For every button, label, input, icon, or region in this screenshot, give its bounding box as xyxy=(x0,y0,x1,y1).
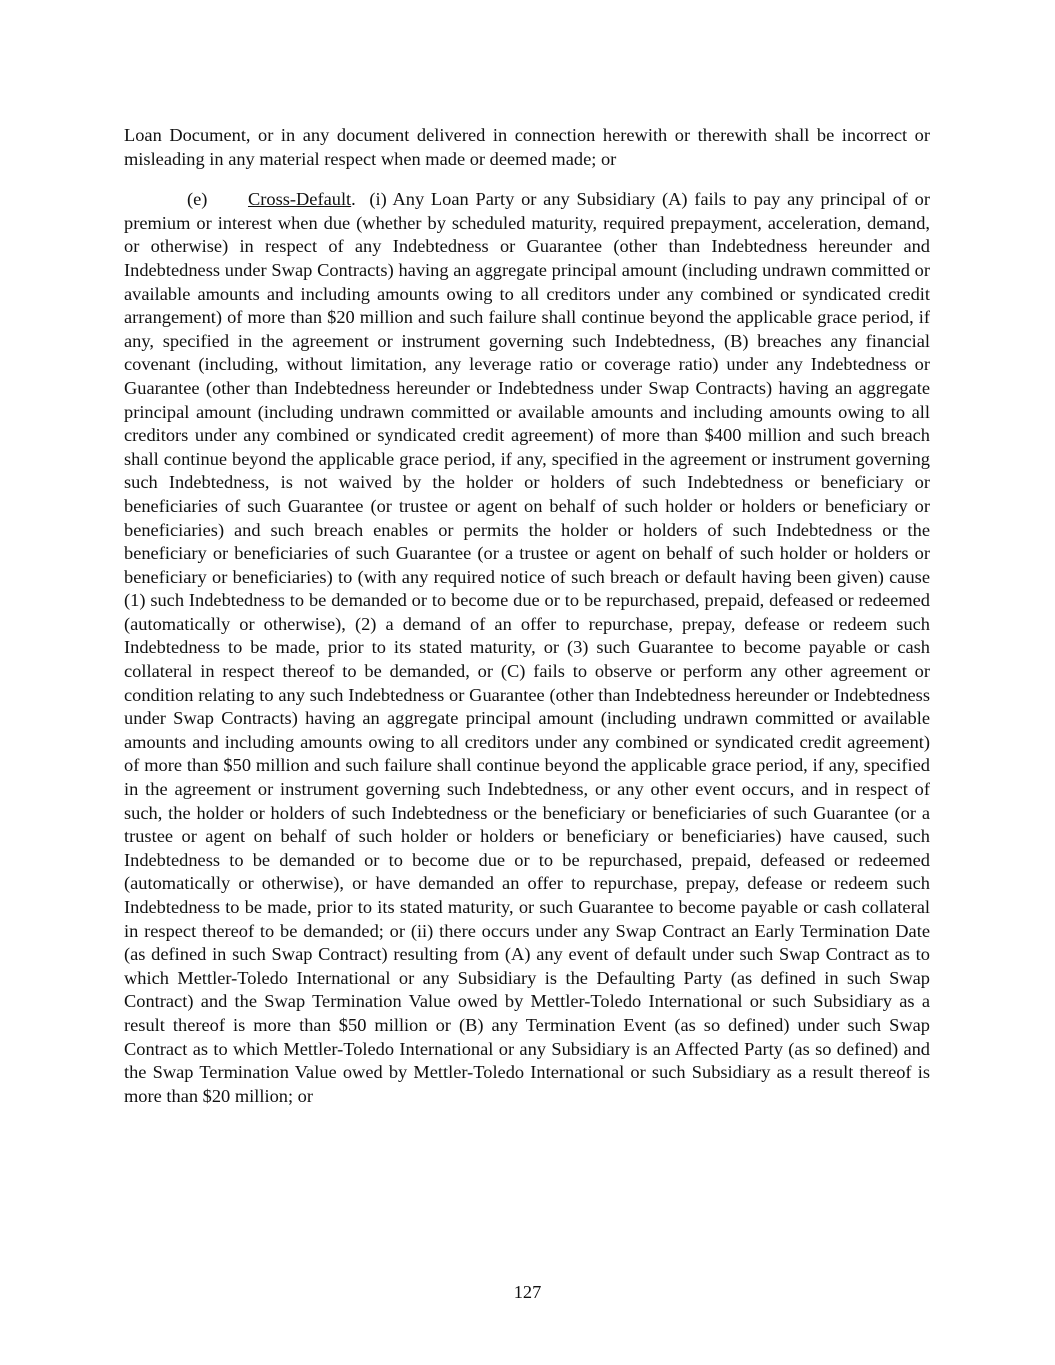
section-heading: Cross-Default xyxy=(248,189,352,210)
document-page xyxy=(124,124,930,1108)
page-number: 127 xyxy=(513,1282,542,1302)
section-body-text: (i) Any Loan Party or any Subsidiary (A) fails to pay any principal of or premium or interest when due (whether by scheduled maturity, required prepayment, acceleration, demand, or otherwise) in respect of any Indebtedness or Guarantee (other than Indebtedness hereunder and Indebtedness under Swap Contracts) having an aggregate principal amount (including undrawn committed or available amounts and including amounts owing to all creditors under any combined or syndicated credit arrangement) of more than $20 million and such failure shall continue beyond the applicable grace period, if any, specified in the agreement or instrument governing such Indebtedness, (B) breaches any financial covenant (including, without limitation, any leverage ratio or coverage ratio) under any Indebtedness or Guarantee (other than Indebtedness hereunder or Indebtedness under Swap Contracts) having an aggregate principal amount (including undrawn committed or available amounts and including amounts owing to all creditors under any combined or syndicated credit agreement) of more than $400 million and such breach shall continue beyond the applicable grace period, if any, specified in the agreement or instrument governing such Indebtedness, is not waived by the holder or holders of such Indebtedness or beneficiary or beneficiaries of such Guarantee (or trustee or agent on behalf of such holder or holders or beneficiary or beneficiaries) and such breach enables or permits the holder or holders of such Indebtedness or the beneficiary or beneficiaries of such Guarantee (or a trustee or agent on behalf of such holder or holders or beneficiary or beneficiaries) to (with any required notice of such breach or default having been given) cause (1) such Indebtedness to be demanded or to become due or to be repurchased, prepaid, defeased or redeemed (automatically or otherwise), (2) a demand of an offer to repurchase, prepay, defease or redeem such Indebtedness to be made, prior to its stated maturity, or (3) such Guarantee to become payable or cash collateral in respect thereof to be demanded, or (C) fails to observe or perform any other agreement or condition relating to any such Indebtedness or Guarantee (other than Indebtedness hereunder or Indebtedness under Swap Contracts) having an aggregate principal amount (including undrawn committed or available amounts and including amounts owing to all creditors under any combined or syndicated credit agreement) of more than $50 million and such failure shall continue beyond the applicable grace period, if any, specified in the agreement or instrument governing such Indebtedness, or any other event occurs, and in respect of such, the holder or holders of such Indebtedness or the beneficiary or beneficiaries of such Guarantee (or a trustee or agent on behalf of such holder or holders or beneficiary or beneficiaries) have caused, such Indebtedness to be demanded or to become due or to be repurchased, prepaid, defeased or redeemed (automatically or otherwise), or have demanded an offer to repurchase, prepay, defease or redeem such Indebtedness to be made, prior to its stated maturity, or such Guarantee to become payable or cash collateral in respect thereof to be demanded; or (ii) there occurs under any Swap Contract an Early Termination Date (as defined in such Swap Contract) resulting from (A) any event of default under such Swap Contract as to which Mettler-Toledo International or any Subsidiary is the Defaulting Party (as defined in such Swap Contract) and the Swap Termination Value owed by Mettler-Toledo International or such Subsidiary as a result thereof is more than $50 million or (B) any Termination Event (as so defined) under such Swap Contract as to which Mettler-Toledo International or any Subsidiary is an Affected Party (as so defined) and the Swap Termination Value owed by Mettler-Toledo International or such Subsidiary as a result thereof is more than $20 million; or xyxy=(124,189,930,1106)
section-heading-suffix: . xyxy=(351,189,356,210)
continuation-paragraph: Loan Document, or in any document delivered in connection herewith or therewith shall be incorrect or misleading in any material respect when made or deemed made; or xyxy=(124,125,930,169)
section-e-paragraph xyxy=(124,188,930,1108)
section-label: (e) xyxy=(187,189,208,210)
